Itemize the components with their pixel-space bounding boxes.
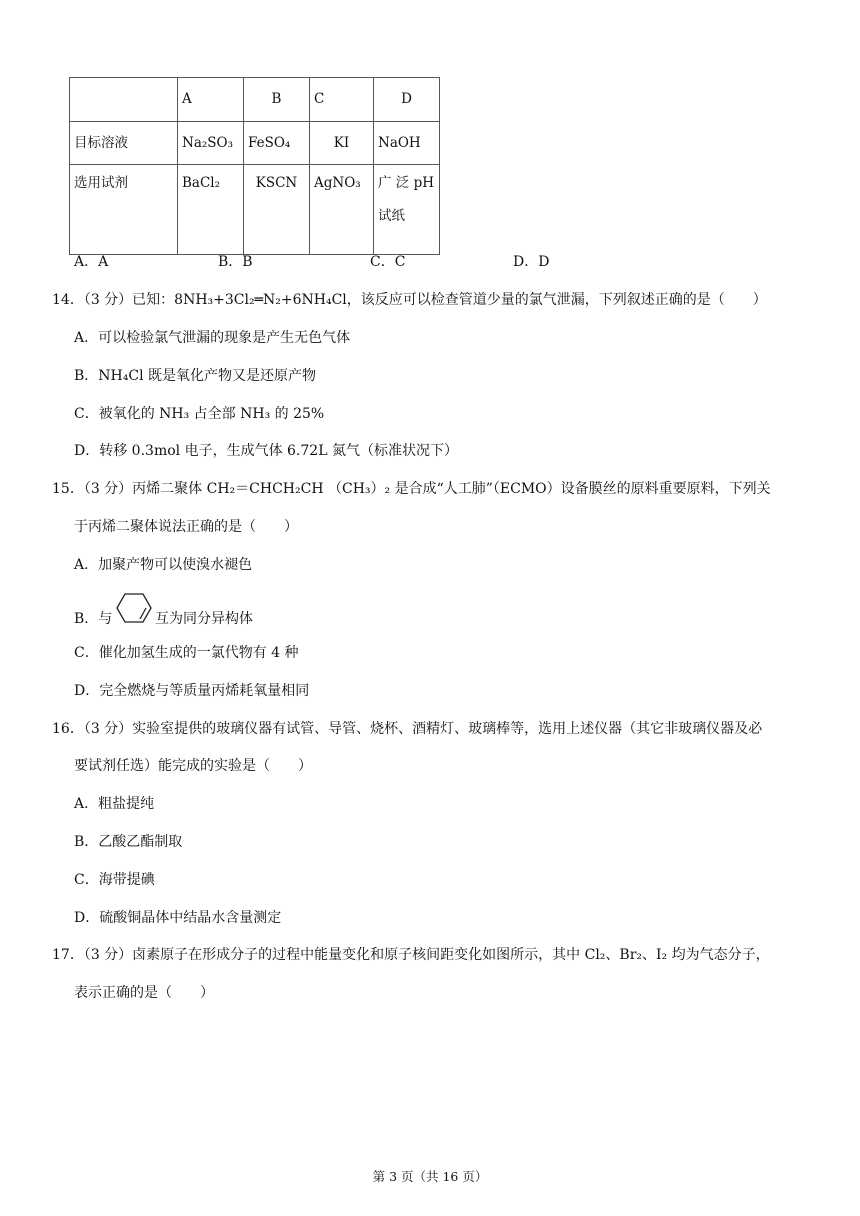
table-cell: AgNO₃ [310, 165, 374, 255]
table-cell-line: 试纸 [378, 207, 405, 224]
table-row-label: 目标溶液 [70, 122, 178, 165]
q15-stem-line1: 15．（3 分）丙烯二聚体 CH₂＝CHCH₂CH （CH₃）₂ 是合成“人工肺”（ECMO）设备膜丝的原料重要原料，下列关 [52, 481, 771, 497]
q15-option-b-suffix: 互为同分异构体 [155, 611, 253, 627]
q14-option-a: A．可以检验氯气泄漏的现象是产生无色气体 [74, 330, 351, 346]
table-row [70, 122, 440, 165]
table-cell: Na₂SO₃ [178, 122, 244, 165]
q16-option-b: B．乙酸乙酯制取 [74, 834, 183, 850]
q14-stem: 14．（3 分）已知：8NH₃+3Cl₂═N₂+6NH₄Cl，该反应可以检查管道少量的氯气泄漏，下列叙述正确的是（ ） [52, 292, 767, 308]
q16-option-a: A．粗盐提纯 [74, 796, 155, 812]
q14-option-c: C．被氧化的 NH₃ 占全部 NH₃ 的 25% [74, 406, 325, 422]
table-header-cell: D [374, 78, 440, 122]
q15-option-b-prefix: B．与 [74, 611, 113, 627]
table-row [70, 165, 440, 255]
table-cell [374, 165, 440, 255]
q16-stem-line2: 要试剂任选）能完成的实验是（ ） [74, 758, 312, 774]
table-header-cell: C [310, 78, 374, 122]
q16-option-d: D．硫酸铜晶体中结晶水含量测定 [74, 910, 282, 926]
table-cell-line: 广 泛 pH [378, 175, 434, 191]
q15-stem-line2: 于丙烯二聚体说法正确的是（ ） [74, 519, 298, 535]
q17-stem-line2: 表示正确的是（ ） [74, 985, 214, 1001]
page-footer: 第 3 页（共 16 页） [372, 1169, 488, 1184]
table-header-cell [70, 78, 178, 122]
table-cell: BaCl₂ [178, 165, 244, 255]
q13-option-d: D．D [513, 254, 550, 270]
table-cell: FeSO₄ [244, 122, 310, 165]
cyclohexene-structure-icon [116, 592, 152, 624]
q15-option-d: D．完全燃烧与等质量丙烯耗氧量相同 [74, 683, 310, 699]
q15-option-c: C．催化加氢生成的一氯代物有 4 种 [74, 645, 299, 661]
table-cell: KSCN [244, 165, 310, 255]
table-header-row [70, 78, 440, 122]
table-cell: NaOH [374, 122, 440, 165]
q16-option-c: C．海带提碘 [74, 872, 155, 888]
q15-option-a: A．加聚产物可以使溴水褪色 [74, 557, 253, 573]
q14-option-b: B．NH₄Cl 既是氧化产物又是还原产物 [74, 368, 316, 384]
q13-option-a: A．A [74, 254, 109, 270]
q13-option-b: B．B [218, 254, 253, 270]
table-header-cell: A [178, 78, 244, 122]
q13-option-c: C．C [370, 254, 406, 270]
table-header-cell: B [244, 78, 310, 122]
q14-option-d: D．转移 0.3mol 电子，生成气体 6.72L 氮气（标准状况下） [74, 443, 458, 459]
reagent-table [69, 77, 440, 255]
table-row-label: 选用试剂 [70, 165, 178, 255]
table-cell: KI [310, 122, 374, 165]
q17-stem-line1: 17．（3 分）卤素原子在形成分子的过程中能量变化和原子核间距变化如图所示，其中 Cl₂、Br₂、I₂ 均为气态分子， [52, 947, 770, 963]
q16-stem-line1: 16．（3 分）实验室提供的玻璃仪器有试管、导管、烧杯、酒精灯、玻璃棒等，选用上述仪器（其它非玻璃仪器及必 [52, 721, 763, 737]
